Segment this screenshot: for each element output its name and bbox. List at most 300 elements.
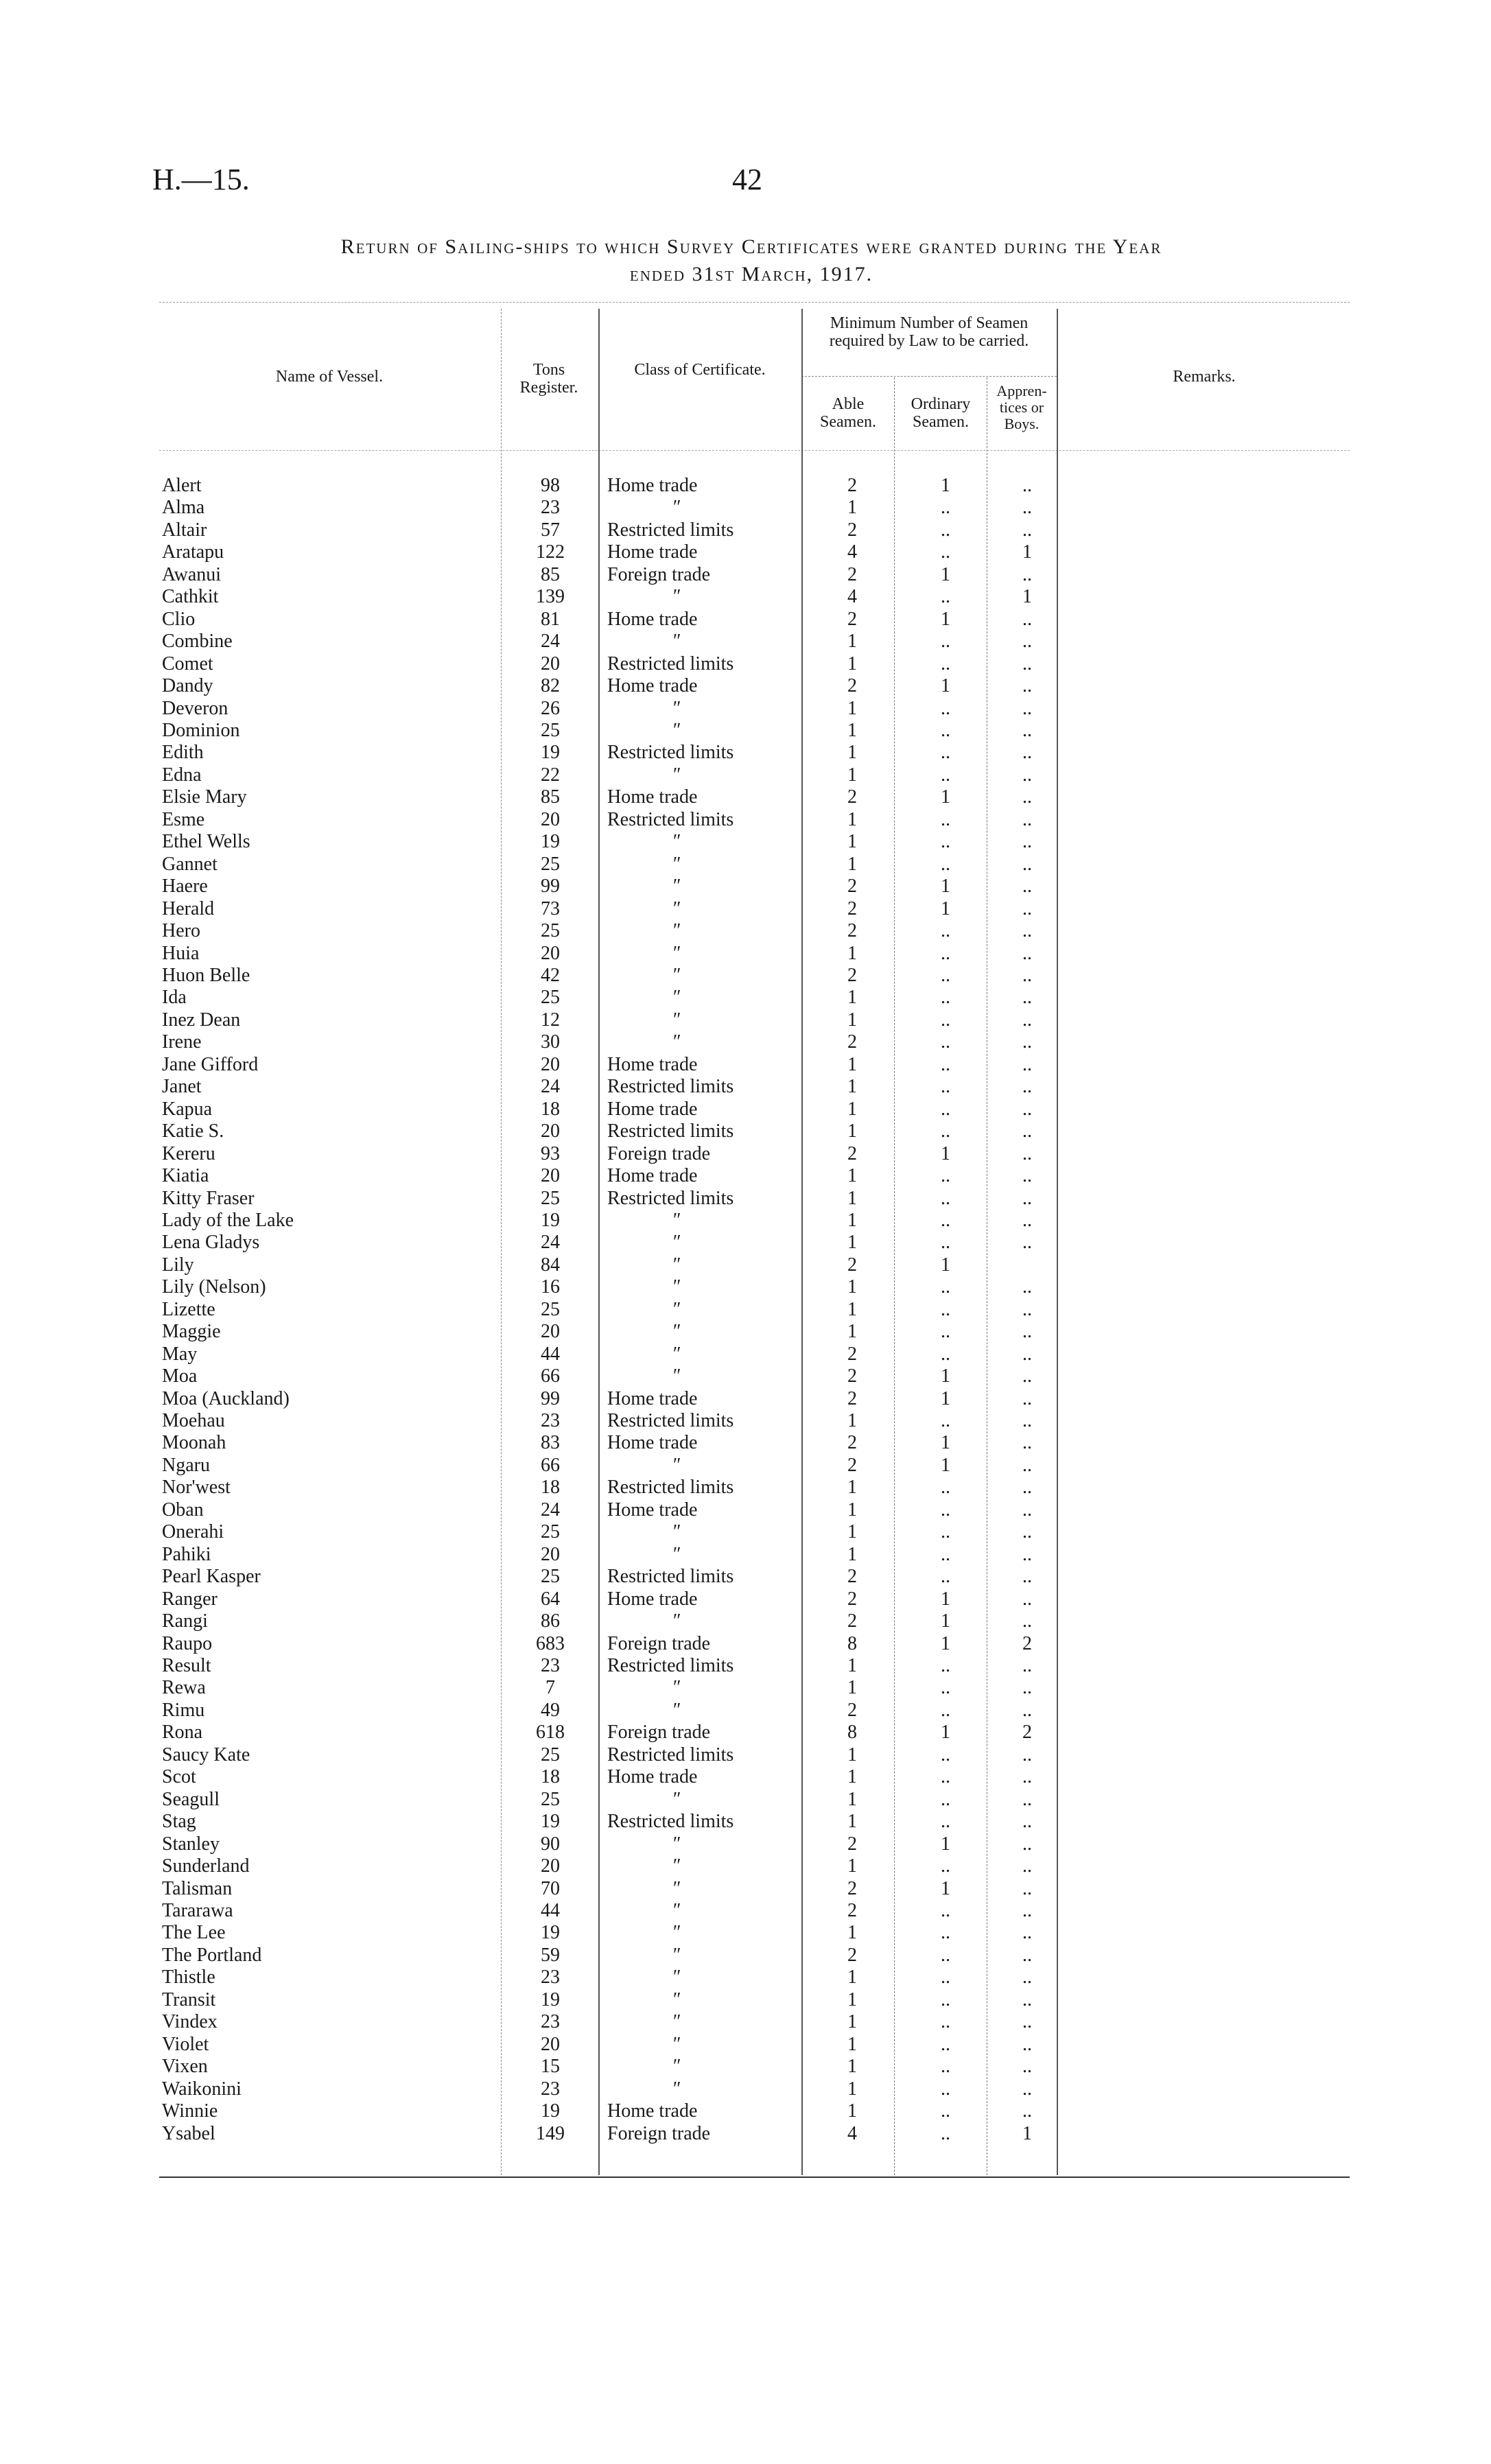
class-of-certificate: Home trade xyxy=(607,1588,698,1610)
table-row xyxy=(0,1878,1491,1900)
table-row xyxy=(0,1499,1491,1521)
tons-register: 19 xyxy=(541,1922,560,1944)
header-able-seamen: Able Seamen. xyxy=(820,395,876,431)
ordinary-seamen: .. xyxy=(941,1031,950,1053)
tons-register: 49 xyxy=(541,1699,560,1721)
ordinary-seamen: .. xyxy=(941,831,950,853)
apprentices-or-boys: 1 xyxy=(1022,2122,1032,2144)
class-of-certificate: ″ xyxy=(672,1276,680,1298)
class-of-certificate: ″ xyxy=(672,1454,680,1476)
vessel-name: Huon Belle xyxy=(162,964,250,986)
vessel-name: Lena Gladys xyxy=(162,1232,260,1254)
able-seamen: 1 xyxy=(847,1209,857,1231)
class-of-certificate: ″ xyxy=(672,719,680,741)
class-of-certificate: Restricted limits xyxy=(607,808,734,830)
vessel-name: Lily xyxy=(162,1254,194,1276)
table-row xyxy=(0,1054,1491,1076)
ordinary-seamen: .. xyxy=(941,808,950,830)
class-of-certificate: Home trade xyxy=(607,608,698,630)
tons-register: 24 xyxy=(541,1076,560,1098)
vessel-name: Lizette xyxy=(162,1298,215,1320)
apprentices-or-boys: .. xyxy=(1022,1922,1032,1944)
apprentices-or-boys: .. xyxy=(1022,1499,1032,1521)
able-seamen: 2 xyxy=(847,1432,857,1454)
tons-register: 19 xyxy=(541,1209,560,1231)
tons-register: 22 xyxy=(541,764,560,786)
class-of-certificate: ″ xyxy=(672,1922,680,1944)
table-row xyxy=(0,1432,1491,1454)
able-seamen: 1 xyxy=(847,1232,857,1254)
tons-register: 98 xyxy=(541,475,560,496)
vessel-name: Rimu xyxy=(162,1699,205,1721)
apprentices-or-boys: .. xyxy=(1022,1699,1032,1721)
apprentices-or-boys: .. xyxy=(1022,2078,1032,2100)
apprentices-or-boys: .. xyxy=(1022,1988,1032,2010)
vessel-name: Elsie Mary xyxy=(162,786,247,808)
tons-register: 99 xyxy=(541,876,560,897)
table-row xyxy=(0,1566,1491,1588)
vessel-name: Maggie xyxy=(162,1321,221,1343)
apprentices-or-boys: 1 xyxy=(1022,586,1032,608)
ordinary-seamen: .. xyxy=(941,519,950,541)
table-row xyxy=(0,1900,1491,1922)
able-seamen: 1 xyxy=(847,942,857,964)
able-seamen: 1 xyxy=(847,697,857,719)
tons-register: 66 xyxy=(541,1365,560,1387)
ordinary-seamen: .. xyxy=(941,1677,950,1699)
vessel-name: The Portland xyxy=(162,1944,262,1966)
table-row xyxy=(0,1455,1491,1477)
table-row xyxy=(0,854,1491,876)
table-row xyxy=(0,987,1491,1009)
ordinary-seamen: .. xyxy=(941,1543,950,1565)
tons-register: 57 xyxy=(541,519,560,541)
class-of-certificate: ″ xyxy=(672,586,680,608)
table-row xyxy=(0,1299,1491,1321)
able-seamen: 1 xyxy=(847,987,857,1009)
vessel-name: Jane Gifford xyxy=(162,1053,259,1075)
apprentices-or-boys: .. xyxy=(1022,920,1032,942)
ordinary-seamen: .. xyxy=(941,742,950,764)
apprentices-or-boys: .. xyxy=(1022,1811,1032,1833)
able-seamen: 2 xyxy=(847,920,857,942)
able-seamen: 1 xyxy=(847,1855,857,1877)
apprentices-or-boys: .. xyxy=(1022,1209,1032,1231)
ordinary-seamen: .. xyxy=(941,1811,950,1833)
vessel-name: Kereru xyxy=(162,1142,215,1164)
class-of-certificate: ″ xyxy=(672,987,680,1009)
class-of-certificate: ″ xyxy=(672,1788,680,1810)
class-of-certificate: Home trade xyxy=(607,475,698,496)
apprentices-or-boys: .. xyxy=(1022,1232,1032,1254)
apprentices-or-boys: .. xyxy=(1022,1187,1032,1209)
vessel-name: Katie S. xyxy=(162,1120,224,1142)
able-seamen: 1 xyxy=(847,719,857,741)
ordinary-seamen: 1 xyxy=(941,1454,950,1476)
able-seamen: 2 xyxy=(847,897,857,919)
tons-register: 18 xyxy=(541,1098,560,1120)
apprentices-or-boys: .. xyxy=(1022,519,1032,541)
tons-register: 85 xyxy=(541,786,560,808)
vessel-name: Edna xyxy=(162,764,202,786)
vessel-name: Ethel Wells xyxy=(162,831,250,853)
ordinary-seamen: .. xyxy=(941,1766,950,1788)
apprentices-or-boys: .. xyxy=(1022,1165,1032,1187)
apprentices-or-boys: .. xyxy=(1022,764,1032,786)
ordinary-seamen: 1 xyxy=(941,608,950,630)
ordinary-seamen: .. xyxy=(941,586,950,608)
ordinary-seamen: .. xyxy=(941,1655,950,1677)
ordinary-seamen: .. xyxy=(941,2011,950,2033)
apprentices-or-boys: .. xyxy=(1022,1142,1032,1164)
vessel-rows xyxy=(0,475,1491,2145)
able-seamen: 1 xyxy=(847,1053,857,1075)
page-number: 42 xyxy=(732,163,762,196)
header-min-seamen: Minimum Number of Seamen required by Law to be carried. xyxy=(829,314,1029,350)
tons-register: 23 xyxy=(541,2078,560,2100)
tons-register: 23 xyxy=(541,2011,560,2033)
table-row xyxy=(0,2123,1491,2145)
tons-register: 44 xyxy=(541,1900,560,1921)
class-of-certificate: ″ xyxy=(672,631,680,653)
class-of-certificate: ″ xyxy=(672,831,680,853)
table-row xyxy=(0,1099,1491,1120)
vessel-name: Moa xyxy=(162,1365,198,1387)
apprentices-or-boys: .. xyxy=(1022,1387,1032,1409)
vessel-name: Thistle xyxy=(162,1967,215,1988)
table-row xyxy=(0,1232,1491,1254)
tons-register: 19 xyxy=(541,1811,560,1833)
table-row xyxy=(0,1143,1491,1165)
vessel-name: Hero xyxy=(162,920,200,942)
tons-register: 683 xyxy=(536,1632,565,1654)
ordinary-seamen: .. xyxy=(941,1410,950,1432)
vessel-name: Kapua xyxy=(162,1098,213,1120)
apprentices-or-boys: .. xyxy=(1022,1120,1032,1142)
page-title xyxy=(148,233,1355,288)
ordinary-seamen: .. xyxy=(941,1232,950,1254)
class-of-certificate: Restricted limits xyxy=(607,1566,734,1588)
ordinary-seamen: .. xyxy=(941,1900,950,1921)
tons-register: 84 xyxy=(541,1254,560,1276)
table-row xyxy=(0,564,1491,586)
header-apprentices: Appren-tices or Boys. xyxy=(996,382,1047,432)
apprentices-or-boys: .. xyxy=(1022,1009,1032,1031)
vessel-name: Violet xyxy=(162,2033,209,2055)
apprentices-or-boys: .. xyxy=(1022,2056,1032,2078)
able-seamen: 1 xyxy=(847,497,857,519)
vessel-name: Lady of the Lake xyxy=(162,1209,294,1231)
apprentices-or-boys: .. xyxy=(1022,1298,1032,1320)
apprentices-or-boys: .. xyxy=(1022,1655,1032,1677)
ordinary-seamen: .. xyxy=(941,1053,950,1075)
title-line-2 xyxy=(148,261,1355,288)
ordinary-seamen: .. xyxy=(941,1699,950,1721)
vessel-name: Aratapu xyxy=(162,541,224,563)
ordinary-seamen: .. xyxy=(941,942,950,964)
table-row xyxy=(0,541,1491,563)
class-of-certificate: ″ xyxy=(672,1877,680,1899)
table-row xyxy=(0,1700,1491,1722)
table-row xyxy=(0,1365,1491,1387)
vessel-name: Vixen xyxy=(162,2056,208,2078)
class-of-certificate: ″ xyxy=(672,1944,680,1966)
vessel-name: Raupo xyxy=(162,1632,213,1654)
table-row xyxy=(0,2078,1491,2100)
ordinary-seamen: 1 xyxy=(941,1610,950,1632)
vessel-name: Cathkit xyxy=(162,586,219,608)
tons-register: 618 xyxy=(536,1722,565,1744)
ordinary-seamen: .. xyxy=(941,2078,950,2100)
ordinary-seamen: 1 xyxy=(941,1387,950,1409)
able-seamen: 2 xyxy=(847,1387,857,1409)
class-of-certificate: ″ xyxy=(672,764,680,786)
ordinary-seamen: .. xyxy=(941,1076,950,1098)
able-seamen: 1 xyxy=(847,1811,857,1833)
table-row xyxy=(0,1076,1491,1098)
class-of-certificate: Home trade xyxy=(607,1387,698,1409)
class-of-certificate: ″ xyxy=(672,1543,680,1565)
ordinary-seamen: .. xyxy=(941,1187,950,1209)
apprentices-or-boys: .. xyxy=(1022,1744,1032,1765)
apprentices-or-boys: .. xyxy=(1022,1521,1032,1543)
ordinary-seamen: .. xyxy=(941,1009,950,1031)
vessel-name: Oban xyxy=(162,1499,204,1521)
vessel-name: Huia xyxy=(162,942,200,964)
header-tons-register: Tons Register. xyxy=(519,361,578,397)
class-of-certificate: ″ xyxy=(672,497,680,519)
able-seamen: 1 xyxy=(847,653,857,674)
apprentices-or-boys: 1 xyxy=(1022,541,1032,563)
apprentices-or-boys: .. xyxy=(1022,1477,1032,1499)
tons-register: 24 xyxy=(541,631,560,653)
vessel-name: Haere xyxy=(162,876,208,897)
vessel-name: The Lee xyxy=(162,1922,226,1944)
header-remarks: Remarks. xyxy=(1173,368,1236,386)
table-row xyxy=(0,2034,1491,2056)
apprentices-or-boys: .. xyxy=(1022,1454,1032,1476)
table-row xyxy=(0,2011,1491,2033)
tons-register: 20 xyxy=(541,653,560,674)
class-of-certificate: Home trade xyxy=(607,1053,698,1075)
title-line-1: Return of Sailing-ships to which Survey Certificates were granted during the Year xyxy=(340,235,1162,258)
able-seamen: 1 xyxy=(847,631,857,653)
table-row xyxy=(0,2056,1491,2078)
tons-register: 70 xyxy=(541,1877,560,1899)
vessel-name: Clio xyxy=(162,608,196,630)
vessel-name: Deveron xyxy=(162,697,228,719)
apprentices-or-boys: .. xyxy=(1022,1410,1032,1432)
class-of-certificate: ″ xyxy=(672,2033,680,2055)
class-of-certificate: Foreign trade xyxy=(607,1722,711,1744)
tons-register: 25 xyxy=(541,1187,560,1209)
table-row xyxy=(0,1766,1491,1788)
tons-register: 20 xyxy=(541,1120,560,1142)
vessel-name: Nor'west xyxy=(162,1477,231,1499)
tons-register: 23 xyxy=(541,1410,560,1432)
vessel-name: Moehau xyxy=(162,1410,225,1432)
able-seamen: 4 xyxy=(847,586,857,608)
ordinary-seamen: .. xyxy=(941,1298,950,1320)
table-row xyxy=(0,720,1491,742)
class-of-certificate: ″ xyxy=(672,942,680,964)
tons-register: 23 xyxy=(541,1655,560,1677)
apprentices-or-boys: .. xyxy=(1022,697,1032,719)
able-seamen: 8 xyxy=(847,1632,857,1654)
able-seamen: 1 xyxy=(847,2078,857,2100)
class-of-certificate: ″ xyxy=(672,964,680,986)
apprentices-or-boys: .. xyxy=(1022,608,1032,630)
ordinary-seamen: 1 xyxy=(941,563,950,585)
tons-register: 25 xyxy=(541,920,560,942)
ordinary-seamen: .. xyxy=(941,1321,950,1343)
ordinary-seamen: 1 xyxy=(941,1365,950,1387)
ordinary-seamen: 1 xyxy=(941,475,950,496)
table-row xyxy=(0,1833,1491,1855)
vessel-name: Kitty Fraser xyxy=(162,1187,255,1209)
table-row xyxy=(0,943,1491,965)
class-of-certificate: Home trade xyxy=(607,1165,698,1187)
table-row xyxy=(0,1811,1491,1833)
tons-register: 19 xyxy=(541,831,560,853)
able-seamen: 2 xyxy=(847,1833,857,1855)
vessel-name: Dandy xyxy=(162,675,213,697)
vessel-name: Combine xyxy=(162,631,233,653)
ordinary-seamen: .. xyxy=(941,920,950,942)
apprentices-or-boys: .. xyxy=(1022,742,1032,764)
able-seamen: 1 xyxy=(847,1298,857,1320)
class-of-certificate: Home trade xyxy=(607,1432,698,1454)
able-seamen: 1 xyxy=(847,1276,857,1298)
table-row xyxy=(0,920,1491,942)
able-seamen: 1 xyxy=(847,1009,857,1031)
apprentices-or-boys: .. xyxy=(1022,808,1032,830)
vessel-name: Gannet xyxy=(162,853,218,875)
vessel-name: Vindex xyxy=(162,2011,218,2033)
vessel-name: Esme xyxy=(162,808,205,830)
page-reference: H.—15. xyxy=(152,163,250,196)
class-of-certificate: ″ xyxy=(672,1699,680,1721)
able-seamen: 2 xyxy=(847,1877,857,1899)
tons-register: 26 xyxy=(541,697,560,719)
ordinary-seamen: .. xyxy=(941,1744,950,1765)
class-of-certificate: ″ xyxy=(672,920,680,942)
able-seamen: 2 xyxy=(847,1454,857,1476)
ordinary-seamen: .. xyxy=(941,2100,950,2122)
vessel-name: Awanui xyxy=(162,563,222,585)
vessel-name: Herald xyxy=(162,897,215,919)
class-of-certificate: Restricted limits xyxy=(607,1410,734,1432)
vessel-name: Seagull xyxy=(162,1788,220,1810)
class-of-certificate: Home trade xyxy=(607,1098,698,1120)
table-row xyxy=(0,1922,1491,1944)
apprentices-or-boys: .. xyxy=(1022,1766,1032,1788)
apprentices-or-boys: .. xyxy=(1022,1877,1032,1899)
tons-register: 12 xyxy=(541,1009,560,1031)
class-of-certificate: Home trade xyxy=(607,1766,698,1788)
class-of-certificate: Home trade xyxy=(607,675,698,697)
apprentices-or-boys: .. xyxy=(1022,475,1032,496)
table-row xyxy=(0,631,1491,653)
vessel-name: Irene xyxy=(162,1031,202,1053)
ordinary-seamen: 1 xyxy=(941,1877,950,1899)
apprentices-or-boys: .. xyxy=(1022,563,1032,585)
able-seamen: 2 xyxy=(847,1343,857,1365)
apprentices-or-boys: .. xyxy=(1022,1588,1032,1610)
table-row xyxy=(0,1210,1491,1232)
class-of-certificate: Home trade xyxy=(607,786,698,808)
vessel-name: Sunderland xyxy=(162,1855,250,1877)
able-seamen: 1 xyxy=(847,1076,857,1098)
table-bottom-rule xyxy=(159,2176,1350,2178)
able-seamen: 1 xyxy=(847,1543,857,1565)
able-seamen: 2 xyxy=(847,964,857,986)
vessel-name: Rewa xyxy=(162,1677,206,1699)
tons-register: 86 xyxy=(541,1610,560,1632)
able-seamen: 1 xyxy=(847,1766,857,1788)
class-of-certificate: ″ xyxy=(672,1365,680,1387)
table-row xyxy=(0,831,1491,853)
ordinary-seamen: .. xyxy=(941,964,950,986)
table-row xyxy=(0,653,1491,675)
ordinary-seamen: 1 xyxy=(941,876,950,897)
able-seamen: 1 xyxy=(847,1744,857,1765)
tons-register: 25 xyxy=(541,1566,560,1588)
vessel-name: Janet xyxy=(162,1076,202,1098)
class-of-certificate: Restricted limits xyxy=(607,1655,734,1677)
able-seamen: 2 xyxy=(847,675,857,697)
table-row xyxy=(0,1165,1491,1187)
table-row xyxy=(0,1610,1491,1632)
ordinary-seamen: .. xyxy=(941,1521,950,1543)
class-of-certificate: Restricted limits xyxy=(607,1187,734,1209)
vessel-name: Altair xyxy=(162,519,207,541)
able-seamen: 1 xyxy=(847,1120,857,1142)
tons-register: 139 xyxy=(536,586,565,608)
able-seamen: 1 xyxy=(847,2100,857,2122)
apprentices-or-boys: .. xyxy=(1022,1343,1032,1365)
table-row xyxy=(0,786,1491,808)
tons-register: 25 xyxy=(541,719,560,741)
able-seamen: 1 xyxy=(847,1165,857,1187)
vessel-name: Moa (Auckland) xyxy=(162,1387,290,1409)
table-row xyxy=(0,609,1491,631)
apprentices-or-boys: .. xyxy=(1022,1076,1032,1098)
vessel-name: Comet xyxy=(162,653,213,674)
class-of-certificate: Restricted limits xyxy=(607,1811,734,1833)
tons-register: 25 xyxy=(541,1298,560,1320)
class-of-certificate: Restricted limits xyxy=(607,519,734,541)
able-seamen: 2 xyxy=(847,608,857,630)
vessel-name: Ysabel xyxy=(162,2122,215,2144)
table-row xyxy=(0,1031,1491,1053)
table-row xyxy=(0,1677,1491,1699)
tons-register: 18 xyxy=(541,1477,560,1499)
tons-register: 19 xyxy=(541,742,560,764)
table-row xyxy=(0,1254,1491,1276)
header-bottom-rule xyxy=(159,450,1350,451)
table-row xyxy=(0,1722,1491,1744)
tons-register: 149 xyxy=(536,2122,565,2144)
ordinary-seamen: .. xyxy=(941,541,950,563)
class-of-certificate: ″ xyxy=(672,1610,680,1632)
ordinary-seamen: .. xyxy=(941,764,950,786)
ordinary-seamen: .. xyxy=(941,987,950,1009)
table-row xyxy=(0,698,1491,720)
table-row xyxy=(0,1120,1491,1142)
tons-register: 24 xyxy=(541,1499,560,1521)
vessel-name: Onerahi xyxy=(162,1521,224,1543)
